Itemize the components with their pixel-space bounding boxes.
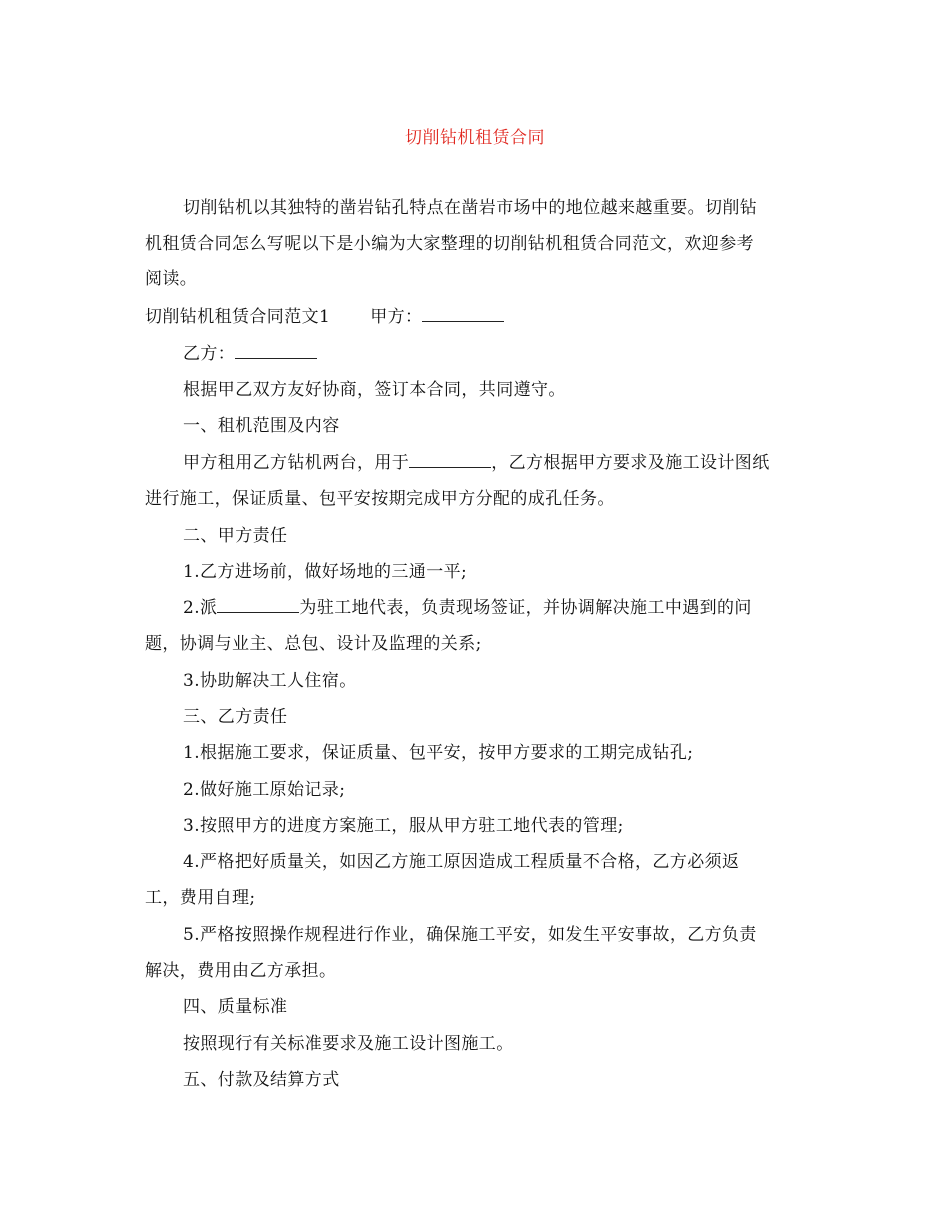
sample-heading-row <box>145 305 504 329</box>
preamble: 根据甲乙双方友好协商，签订本合同，共同遵守。 <box>183 380 566 400</box>
section-1-paragraph-line-1 <box>183 451 770 475</box>
section-2-item-2-text-b: 为驻工地代表，负责现场签证，并协调解决施工中遇到的问 <box>299 598 752 618</box>
representative-blank <box>217 596 299 613</box>
intro-line-3: 阅读。 <box>145 269 198 289</box>
section-1-heading: 一、租机范围及内容 <box>183 416 340 436</box>
section-3-item-2: 2.做好施工原始记录; <box>183 780 346 800</box>
section-2-heading: 二、甲方责任 <box>183 526 288 546</box>
intro-line-1: 切削钻机以其独特的凿岩钻孔特点在凿岩市场中的地位越来越重要。切削钻 <box>183 198 758 218</box>
section-3-item-3: 3.按照甲方的进度方案施工，服从甲方驻工地代表的管理; <box>183 816 624 836</box>
section-2-item-2-text-a: 2.派 <box>183 598 218 618</box>
section-2-item-2-line-1 <box>183 596 752 620</box>
section-3-item-5-line-2: 解决，费用由乙方承担。 <box>145 961 337 981</box>
section-3-item-5-line-1: 5.严格按照操作规程进行作业，确保施工平安，如发生平安事故，乙方负责 <box>183 925 757 945</box>
party-a-blank <box>422 305 504 322</box>
section-2-item-3: 3.协助解决工人住宿。 <box>183 671 357 691</box>
party-b-row <box>183 342 317 366</box>
sample-heading: 切削钻机租赁合同范文1 <box>145 307 331 327</box>
section-4-heading: 四、质量标准 <box>183 997 288 1017</box>
section-1-paragraph-line-2: 进行施工，保证质量、包平安按期完成甲方分配的成孔任务。 <box>145 489 615 509</box>
section-3-item-1: 1.根据施工要求，保证质量、包平安，按甲方要求的工期完成钻孔; <box>183 743 694 763</box>
section-3-item-4-line-2: 工，费用自理; <box>145 888 256 908</box>
section-4-paragraph: 按照现行有关标准要求及施工设计图施工。 <box>183 1034 514 1054</box>
party-b-blank <box>235 342 317 359</box>
section-2-item-2-line-2: 题，协调与业主、总包、设计及监理的关系; <box>145 634 482 654</box>
section-1-text-a: 甲方租用乙方钻机两台，用于 <box>183 453 410 473</box>
party-b-label: 乙方： <box>183 344 236 364</box>
section-1-text-b: ，乙方根据甲方要求及施工设计图纸 <box>491 453 770 473</box>
section-3-heading: 三、乙方责任 <box>183 707 288 727</box>
section-2-item-1: 1.乙方进场前，做好场地的三通一平; <box>183 562 468 582</box>
intro-line-2: 机租赁合同怎么写呢以下是小编为大家整理的切削钻机租赁合同范文，欢迎参考 <box>145 234 754 254</box>
usage-blank <box>409 451 491 468</box>
party-a-label: 甲方： <box>370 307 423 327</box>
section-5-heading: 五、付款及结算方式 <box>183 1070 340 1090</box>
document-title: 切削钻机租赁合同 <box>405 128 545 148</box>
section-3-item-4-line-1: 4.严格把好质量关，如因乙方施工原因造成工程质量不合格，乙方必须返 <box>183 852 740 872</box>
